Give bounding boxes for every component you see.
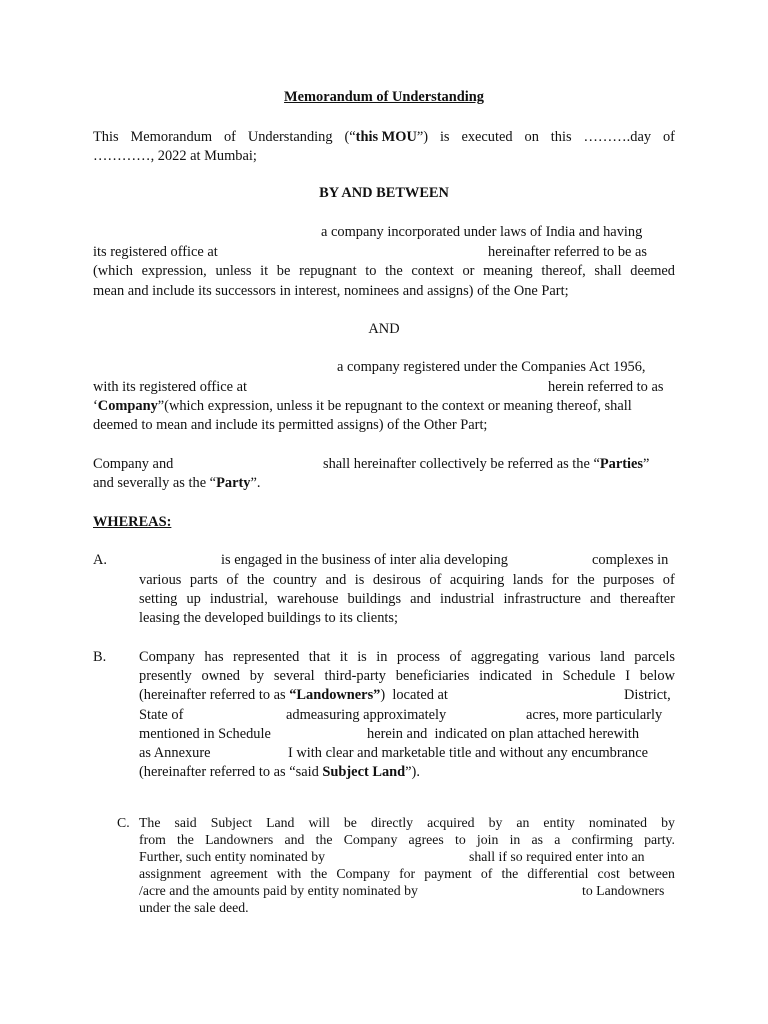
word-group — [344, 128, 428, 146]
word: in — [541, 668, 553, 684]
intro-line-2: …………, 2022 at Mumbai; — [93, 148, 257, 164]
word: unless — [215, 263, 252, 279]
word: ”) — [416, 129, 429, 145]
parties-defined-term: Parties — [599, 456, 644, 472]
word: ……….day — [583, 129, 652, 145]
word: the — [577, 572, 595, 588]
clause-b-line-1 — [139, 648, 675, 666]
word: differential — [527, 866, 589, 881]
clause-c-to-landowners: to Landowners — [582, 883, 665, 898]
close-quote: ” — [643, 456, 650, 472]
clause-b-district: District, — [624, 687, 671, 703]
word: (which — [93, 263, 133, 279]
word: and — [410, 591, 431, 607]
word: that — [308, 649, 331, 665]
said-text: (hereinafter referred to as “said — [139, 764, 323, 780]
close-quote-period: ”. — [250, 475, 261, 491]
word: expression, — [141, 263, 207, 279]
word: as — [531, 832, 544, 847]
word: infrastructure — [503, 591, 581, 607]
word: deemed — [630, 263, 675, 279]
clause-b-clear-title: I with clear and marketable title and without any encumbrance — [288, 745, 649, 761]
party2-registered-office: with its registered office at — [93, 379, 247, 395]
clause-c-label: C. — [117, 815, 130, 830]
word: parts — [189, 572, 218, 588]
word: several — [273, 668, 315, 684]
word-group — [461, 128, 512, 146]
word: Company — [139, 649, 195, 665]
clause-c-sale-deed: under the sale deed. — [139, 900, 249, 915]
landowners-defined-term: “Landowners” — [289, 687, 381, 703]
word: up — [186, 591, 201, 607]
company-defined-term: Company — [97, 398, 158, 414]
clause-a-line-4: leasing the developed buildings to its clients; — [139, 610, 398, 626]
word: setting — [139, 591, 178, 607]
whereas-heading: WHEREAS: — [93, 514, 172, 530]
word: agrees — [408, 832, 444, 847]
word: third-party — [324, 668, 386, 684]
word: indicated — [479, 668, 532, 684]
word-group — [248, 128, 333, 146]
subject-land-defined-term: Subject Land — [322, 764, 406, 780]
word: industrial, — [209, 591, 268, 607]
clause-c-shall-enter: shall if so required enter into an — [469, 849, 645, 864]
word: meaning — [483, 263, 533, 279]
word: be — [276, 263, 291, 279]
party1-registered-office: its registered office at — [93, 244, 218, 260]
word: in — [376, 649, 388, 665]
word: or — [462, 263, 475, 279]
party1-referred-as: hereinafter referred to be as — [488, 244, 647, 260]
word: the — [501, 866, 519, 881]
word: acquiring — [449, 572, 505, 588]
word: aggregating — [470, 649, 539, 665]
word: I — [625, 668, 630, 684]
clause-b-admeasuring: admeasuring approximately — [286, 707, 447, 723]
closing-text: ”). — [405, 764, 420, 780]
word: of — [662, 572, 675, 588]
word: directly — [370, 815, 414, 830]
clause-b-line-3 — [139, 686, 448, 704]
word: Subject — [210, 815, 253, 830]
parties-line-2 — [93, 474, 260, 492]
word: is — [439, 129, 450, 145]
and-separator: AND — [368, 321, 400, 337]
word: of — [223, 129, 236, 145]
word: thereafter — [619, 591, 675, 607]
word: it — [260, 263, 269, 279]
word: the — [310, 866, 328, 881]
word: payment — [424, 866, 472, 881]
word: by — [661, 815, 675, 830]
word: confirming — [571, 832, 633, 847]
by-and-between-heading: BY AND BETWEEN — [319, 185, 449, 201]
party2-referred-as: herein referred to as — [548, 379, 664, 395]
word: country — [273, 572, 317, 588]
party2-line-3 — [93, 397, 632, 415]
word: by — [488, 815, 503, 830]
intro-line-1 — [93, 128, 675, 146]
word: said — [174, 815, 197, 830]
word: Understanding — [247, 129, 333, 145]
word: in — [509, 832, 521, 847]
word: thereof, — [541, 263, 586, 279]
word: shall — [594, 263, 622, 279]
word: assignment — [139, 866, 202, 881]
this-mou-defined-term: this MOU — [355, 129, 417, 145]
word: a — [554, 832, 561, 847]
word: This — [93, 129, 119, 145]
document-title: Memorandum of Understanding — [284, 89, 484, 105]
word: owned — [201, 668, 240, 684]
word: repugnant — [299, 263, 357, 279]
clause-b-label: B. — [93, 649, 107, 665]
word: and — [590, 591, 611, 607]
party1-line-4: mean and include its successors in interest, nominees and assigns) of the One Part; — [93, 283, 569, 299]
word: on — [524, 129, 539, 145]
word: has — [204, 649, 224, 665]
word: of — [449, 649, 462, 665]
word: and — [284, 832, 305, 847]
word-group — [93, 128, 119, 146]
word: is — [354, 572, 365, 588]
word: it — [339, 649, 348, 665]
clause-c-acre: /acre and the amounts paid by entity nominated by — [139, 883, 418, 898]
clause-a-line-2 — [139, 571, 675, 589]
word: and — [325, 572, 347, 588]
located-at-text: ) located at — [380, 687, 448, 703]
word: this — [550, 129, 572, 145]
word: of — [662, 129, 675, 145]
word: the — [246, 572, 265, 588]
word: industrial — [440, 591, 495, 607]
clause-a-line-1-end: complexes in — [592, 552, 669, 568]
word-group — [440, 128, 450, 146]
word: process — [396, 649, 441, 665]
word: beneficiaries — [395, 668, 470, 684]
open-quote: ‘ — [93, 398, 98, 414]
clause-c-further: Further, such entity nominated by — [139, 849, 326, 864]
word-group — [584, 128, 652, 146]
word: Landowners — [205, 832, 274, 847]
word: context — [411, 263, 454, 279]
word: Company — [343, 832, 398, 847]
word: will — [308, 815, 330, 830]
word: agreement — [210, 866, 268, 881]
word: The — [139, 815, 161, 830]
word: with — [276, 866, 302, 881]
word: represented — [233, 649, 300, 665]
clause-b-annexure: as Annexure — [139, 745, 211, 761]
party1-line-3 — [93, 262, 675, 280]
parties-collectively-text: shall hereinafter collectively be referred as the “ — [323, 456, 600, 472]
word: cost — [597, 866, 620, 881]
clause-a-line-1: is engaged in the business of inter alia developing — [221, 552, 508, 568]
word: an — [516, 815, 530, 830]
word-group — [224, 128, 236, 146]
word: Land — [266, 815, 295, 830]
word: (“ — [344, 129, 356, 145]
word: Schedule — [562, 668, 616, 684]
word: acquired — [427, 815, 475, 830]
parties-severally-text: and severally as the “ — [93, 475, 217, 491]
word: purposes — [603, 572, 655, 588]
word: warehouse — [276, 591, 339, 607]
word: join — [476, 832, 499, 847]
word: be — [343, 815, 357, 830]
clause-a-label: A. — [93, 552, 107, 568]
parties-company-and: Company and — [93, 456, 174, 472]
parties-line-1 — [323, 455, 649, 473]
word: nominated — [588, 815, 648, 830]
word: of — [226, 572, 239, 588]
clause-b-plan-attached: herein and indicated on plan attached herewith — [367, 726, 640, 742]
word: for — [399, 866, 416, 881]
word: Memorandum — [130, 129, 213, 145]
hereinafter-text: (hereinafter referred to as — [139, 687, 290, 703]
word: various — [548, 649, 591, 665]
word: party. — [644, 832, 675, 847]
word: of — [429, 572, 442, 588]
clause-b-state-of: State of — [139, 707, 184, 723]
word: to — [365, 263, 377, 279]
word: the — [385, 263, 403, 279]
party2-line-3-rest: ”(which expression, unless it be repugnant to the context or meaning thereof, shall — [157, 398, 632, 414]
word: parcels — [634, 649, 675, 665]
clause-c-line-2 — [139, 831, 675, 849]
word: by — [249, 668, 265, 684]
word-group — [663, 128, 675, 146]
party1-line-1: a company incorporated under laws of India and having — [321, 224, 643, 240]
clause-c-line-1 — [139, 814, 675, 832]
word: various — [139, 572, 182, 588]
word-group — [131, 128, 213, 146]
word: buildings — [347, 591, 402, 607]
party2-line-4: deemed to mean and include its permitted assigns) of the Other Part; — [93, 417, 488, 433]
clause-b-acres: acres, more particularly — [526, 707, 663, 723]
party2-line-1: a company registered under the Companies Act 1956, — [337, 359, 646, 375]
word: desirous — [372, 572, 421, 588]
word: from — [139, 832, 166, 847]
word: Company — [336, 866, 390, 881]
word: of — [480, 866, 493, 881]
clause-a-line-3 — [139, 590, 675, 608]
word: entity — [543, 815, 575, 830]
word: land — [600, 649, 625, 665]
clause-c-line-4 — [139, 865, 675, 883]
word: between — [628, 866, 675, 881]
clause-b-line-7 — [139, 763, 420, 781]
word: for — [551, 572, 569, 588]
word: below — [639, 668, 675, 684]
word: executed — [461, 129, 513, 145]
word: to — [454, 832, 466, 847]
word-group — [551, 128, 572, 146]
clause-b-line-2 — [139, 667, 675, 685]
party-defined-term: Party — [216, 475, 251, 491]
word: is — [357, 649, 367, 665]
clause-b-mentioned: mentioned in Schedule — [139, 726, 271, 742]
word: lands — [512, 572, 544, 588]
word: presently — [139, 668, 192, 684]
word: the — [177, 832, 194, 847]
word-group — [525, 128, 539, 146]
word: the — [315, 832, 333, 847]
